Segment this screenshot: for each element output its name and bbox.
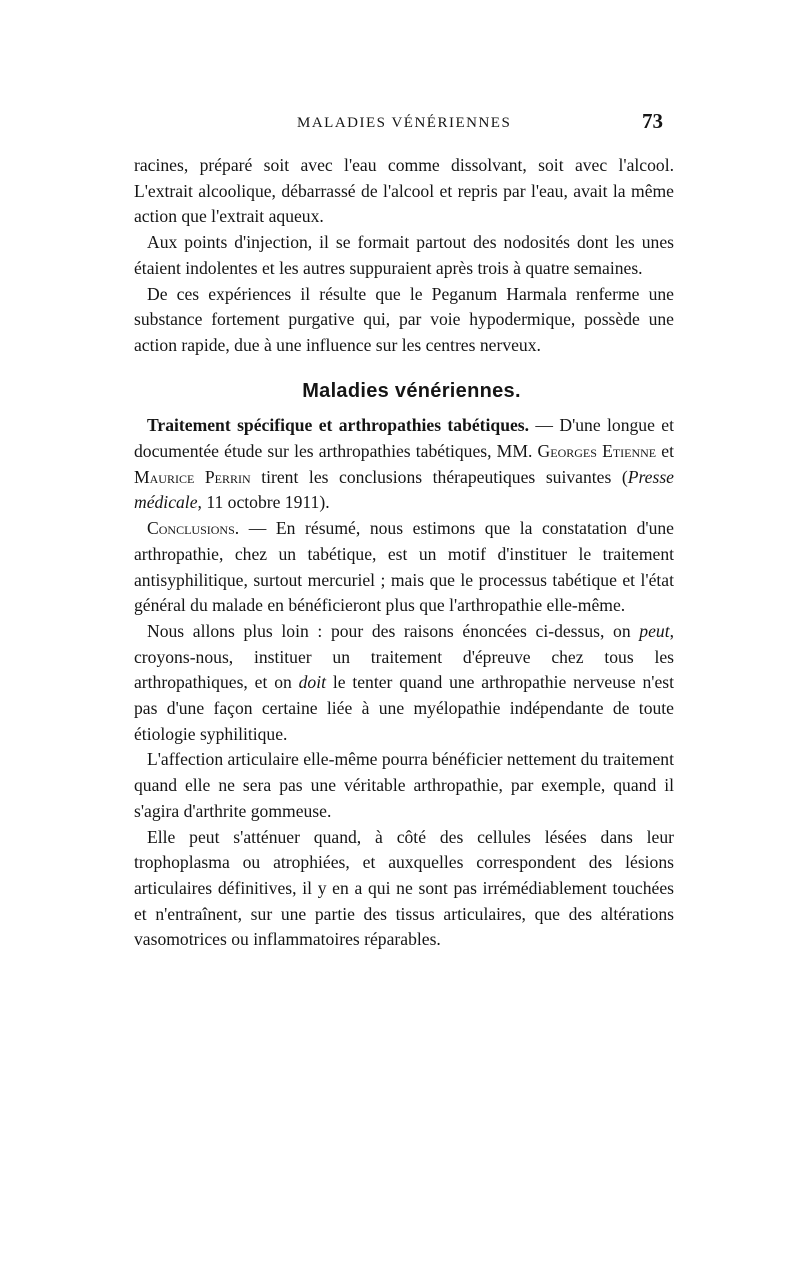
page-body xyxy=(134,153,674,953)
conclusions-label: Conclusions. xyxy=(147,518,240,539)
emphasis-peut: peut xyxy=(639,620,670,641)
page-number: 73 xyxy=(642,109,663,133)
source-title: Presse médicale xyxy=(134,466,674,513)
paragraph-article-intro xyxy=(134,413,674,516)
section-heading: Maladies vénériennes. xyxy=(302,379,521,402)
article-subheading: Traitement spécifique et arthropathies tabétiques. xyxy=(147,415,530,436)
conjunction: et xyxy=(656,441,674,462)
paragraph-injection-nodules: Aux points d'injection, il se formait partout des nodosités dont les unes étaient indolentes et les autres suppuraient après trois à quatre semaines. xyxy=(134,232,674,278)
conclusions-text: — En résumé, nous estimons que la constatation d'une arthropathie, chez un tabétique, est un motif d'instituer le traitement antisyphilitique, surtout mercuriel ; mais que le processus tabétique et l'état général du malade en bénéficieront plus que l'arthropathie elle-même. xyxy=(134,518,674,616)
paragraph-trial-treatment xyxy=(134,619,674,748)
paragraph-attenuation: Elle peut s'atténuer quand, à côté des cellules lésées dans leur trophoplasma ou atrophiées, et auxquelles correspondent des lésions articulaires définitives, il y en a qui ne sont pas irrémédiablement touchées et n'entraînent, sur une partie des tissus articulaires, que des altérations vasomotrices ou inflammatoires réparables. xyxy=(134,826,674,950)
emphasis-doit: doit xyxy=(298,672,326,693)
source-date: , 11 octobre 1911). xyxy=(197,492,330,513)
article-intro-text: tirent les conclusions thérapeutiques suivantes ( xyxy=(250,466,628,487)
author-name: Maurice Perrin xyxy=(134,466,251,487)
article-intro-text: — D'une longue et documentée étude sur les arthropathies tabétiques, MM. xyxy=(134,415,674,462)
running-title: MALADIES VÉNÉRIENNES xyxy=(297,115,512,131)
paragraph-conclusions xyxy=(134,516,674,619)
paragraph-extract-solvents: racines, préparé soit avec l'eau comme dissolvant, soit avec l'alcool. L'extrait alcoolique, débarrassé de l'alcool et repris par l'eau, avait la même action que l'extrait aqueux. xyxy=(134,155,674,227)
paragraph-articular-affection: L'affection articulaire elle-même pourra bénéficier nettement du traitement quand elle ne sera pas une véritable arthropathie, par exemple, quand il s'agira d'arthrite gommeuse. xyxy=(134,749,674,821)
text-run: le tenter quand une arthropathie nerveuse n'est pas d'une façon certaine liée à une myélopathie indépendante de toute étiologie syphilitique. xyxy=(134,672,674,744)
text-run: , croyons-nous, instituer un traitement d'épreuve chez tous les arthropathiques, et on xyxy=(134,620,674,693)
text-run: Nous allons plus loin : pour des raisons énoncées ci-dessus, on xyxy=(147,620,640,641)
author-name: Georges Etienne xyxy=(537,441,657,462)
paragraph-experiment-conclusion: De ces expériences il résulte que le Peganum Harmala renferme une substance fortement purgative qui, par voie hypodermique, possède une action rapide, due à une influence sur les centres nerveux. xyxy=(134,283,674,355)
